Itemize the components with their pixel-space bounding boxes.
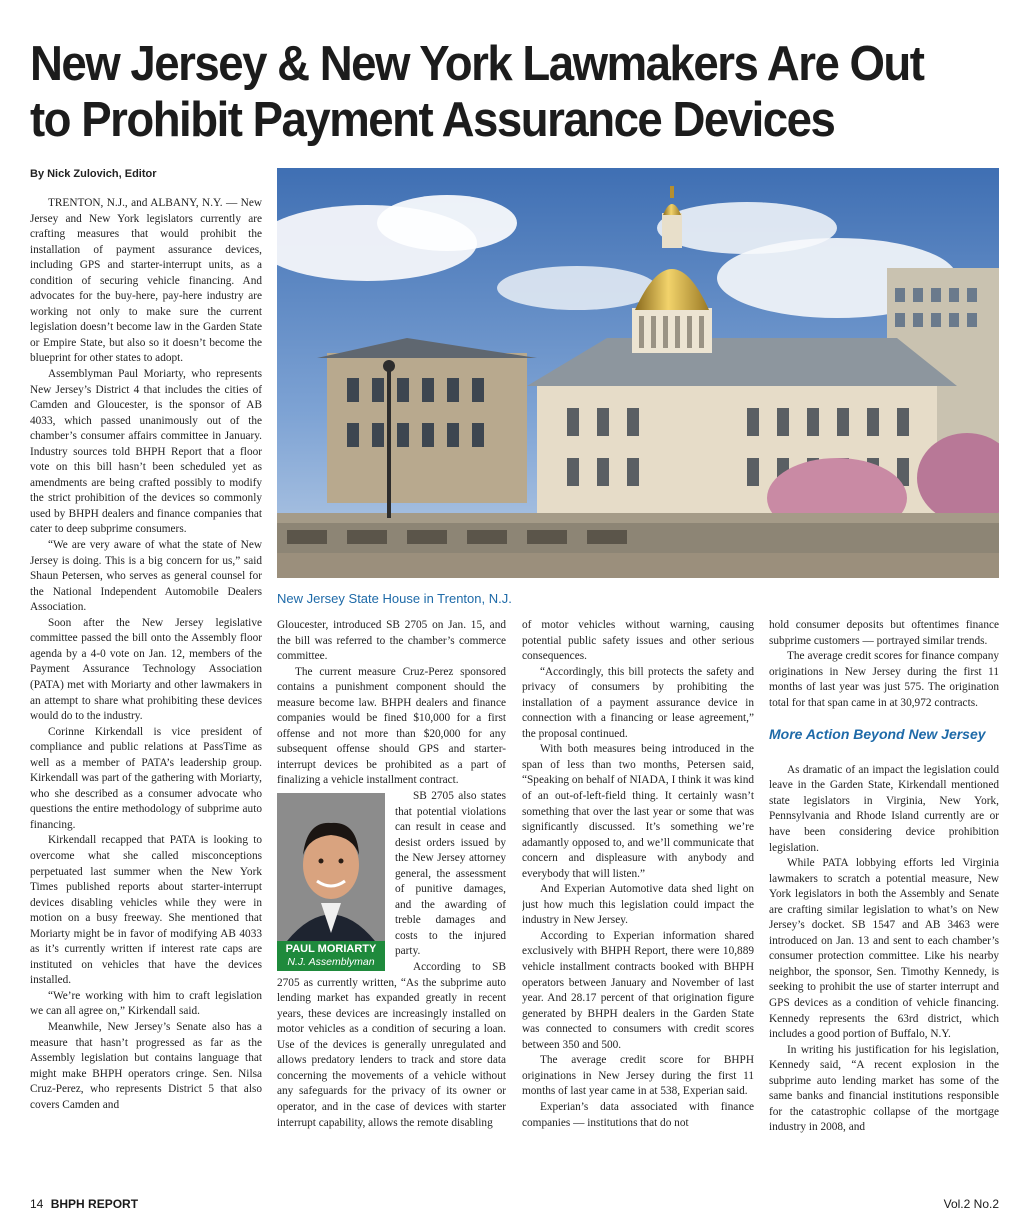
portrait-image xyxy=(277,793,385,941)
publication-name: BHPH REPORT xyxy=(50,1197,139,1211)
portrait-name: PAUL MORIARTY xyxy=(285,943,377,956)
paragraph: Experian’s data associated with finance companies — institutions that do not xyxy=(522,1100,754,1129)
paragraph: The average credit scores for finance company originations in New Jersey during the first 11 months of last year was just 575. The origination total for that span came in at 30,972 contracts. xyxy=(769,650,999,709)
paragraph: Soon after the New Jersey legislative committee passed the bill onto the Assembly floor agenda by a 4-0 vote on Jan. 12, members of the Payment Assurance Technology Association (PATA) met with Moriarty and other lawmakers in an attempt to share what prohibiting these devices would do to the industry. xyxy=(30,616,262,723)
state-house-illustration xyxy=(277,168,999,578)
article-column-4 xyxy=(769,618,999,1181)
paragraph: “Accordingly, this bill protects the safety and privacy of consumers by prohibiting the installation of a payment assurance device in connection with a financing or lease agreement,” the proposal continued. xyxy=(522,665,754,740)
paragraph: Assemblyman Paul Moriarty, who represents New Jersey’s District 4 that includes the cities of Camden and Gloucester, is the sponsor of AB 4033, which passed unanimously out of the chamber’s consumer affairs committee in January. Industry sources told BHPH Report that a floor vote on this bill hasn’t been scheduled yet as amendments are being crafted possibly to modify the strict prohibition of the devices so commonly used by BHPH dealers and finance companies that cater to deep subprime consumers. xyxy=(30,368,262,536)
paragraph: In writing his justification for his legislation, Kennedy said, “A recent explosion in the subprime auto lending market has some of the same banks and financial institutions responsible for the catastrophic collapse of the mortgage industry in 2008, and xyxy=(769,1043,999,1134)
paragraph: Corinne Kirkendall is vice president of compliance and public relations at PassTime as well as a member of PATA’s leadership group. Kirkendall was part of the gathering with Moriarty, who she described as a consumer advocate who questions the entire methodology of subprime auto financing. xyxy=(30,725,262,831)
article-column-2 xyxy=(277,618,506,1181)
footer-left xyxy=(30,1197,138,1211)
paragraph: “We are very aware of what the state of New Jersey is doing. This is a big concern for us,” said Shaun Petersen, who serves as general counsel for the National Independent Automobile Dealers Association. xyxy=(30,539,262,614)
paragraph: According to Experian information shared exclusively with BHPH Report, there were 10,889 vehicle installment contracts booked with BHPH operators between January and November of last year. And 28.17 percent of that origination figure generated by BHPH dealers in the Garden State was connected to consumers with credit scores between 350 and 500. xyxy=(522,929,754,1051)
paragraph: With both measures being introduced in the span of less than two months, Petersen said, “Speaking on behalf of NIADA, I think it was kind of an out-of-left-field thing. It certainly wasn’t something that over the last year or some that was significantly discussed. It’s something we’re adamantly opposed to, and we’ll communicate that concern and displeasure with anybody and everybody that will listen.” xyxy=(522,743,754,880)
page-number: 14 xyxy=(30,1197,44,1211)
paragraph: Kirkendall recapped that PATA is looking to overcome what she called misconceptions perpetuated last summer when the New York Times published reports about starter-interrupt devices disabling vehicles while they were in motion on a busy freeway. She mentioned that Moriarty might be in favor of modifying AB 4033 as it’s currently written if interest rate caps are instituted on vehicles that have the devices installed. xyxy=(30,834,262,987)
section-subhead: More Action Beyond New Jersey xyxy=(769,726,986,743)
paragraph: As dramatic of an impact the legislation could leave in the Garden State, Kirkendall mentioned state legislators in Virginia, New York, Pennsylvania and Rhode Island currently are or have been considering device prohibition legislation. xyxy=(769,763,999,854)
portrait-photo xyxy=(277,793,385,971)
paragraph: of motor vehicles without warning, causing potential public safety issues and other serious consequences. xyxy=(522,619,754,663)
state-house-photo xyxy=(277,168,999,578)
paragraph: According to SB 2705 as currently written, “As the subprime auto lending market has expanded greatly in recent years, these devices are increasingly installed on motor vehicles as a condition of securing a loan. Use of the devices is generally unregulated and allows predatory lenders to track and store data concerning the movements of a vehicle without any safeguards for the privacy of its owner or operator, and in the case of devices with starter interrupt capability, allows the remote disabling xyxy=(277,961,506,1129)
photo-caption: New Jersey State House in Trenton, N.J. xyxy=(277,591,512,606)
paragraph: Meanwhile, New Jersey’s Senate also has a measure that hasn’t progressed as far as the Assembly legislation but contains language that might make BHPH operators cringe. Sen. Nilsa Cruz-Perez, who represents District 5 that also covers Camden and xyxy=(30,1020,262,1111)
paragraph: SB 2705 also states that potential violations can result in cease and desist orders issued by the New Jersey attorney general, the assessment of punitive damages, and the awarding of treble damages and costs to the injured party. xyxy=(395,790,506,958)
paragraph: Gloucester, introduced SB 2705 on Jan. 15, and the bill was referred to the chamber’s commerce committee. xyxy=(277,619,506,663)
paragraph: And Experian Automotive data shed light on just how much this legislation could impact the industry in New Jersey. xyxy=(522,883,754,927)
article-column-3 xyxy=(522,618,754,1181)
issue-label: Vol.2 No.2 xyxy=(943,1197,999,1211)
headline: New Jersey & New York Lawmakers Are Out to Prohibit Payment Assurance Devices xyxy=(30,37,924,147)
portrait-role: N.J. Assemblyman xyxy=(287,956,375,969)
article-column-1 xyxy=(30,196,262,1181)
paragraph: hold consumer deposits but oftentimes finance subprime customers — portrayed similar trends. xyxy=(769,619,999,647)
paragraph: The average credit score for BHPH originations in New Jersey during the first 11 months of last year came in at 538, Experian said. xyxy=(522,1054,754,1098)
portrait-caption xyxy=(277,941,385,971)
paragraph: The current measure Cruz-Perez sponsored contains a punishment component should the measure become law. BHPH dealers and finance companies would be fined $10,000 for a first offense and not more than $20,000 for any subsequent offense should GPS and starter-interrupt devices be prohibited as a part of finalizing a vehicle installment contract. xyxy=(277,665,506,787)
byline: By Nick Zulovich, Editor xyxy=(30,168,157,180)
paragraph: TRENTON, N.J., and ALBANY, N.Y. — New Jersey and New York legislators currently are crafting measures that would prohibit the installation of payment assurance devices, including GPS and starter-interrupt units, as a condition of securing vehicle financing. And advocates for the buy-here, pay-here industry are working not only to make sure the current legislation doesn’t become law in the Garden State or Empire State, but also so it doesn’t become the blueprint for other states to adopt. xyxy=(30,197,262,365)
paragraph: “We’re working with him to craft legislation we can all agree on,” Kirkendall said. xyxy=(30,989,262,1018)
paragraph: While PATA lobbying efforts led Virginia lawmakers to scratch a potential measure, New York legislators in both the Assembly and Senate are crafting similar legislation to what’s on New Jersey’s docket. SB 1547 and AB 3463 were introduced on Jan. 13 and sent to each chamber’s consumer protection committee. Like his nearby neighbor, the sponsor, Sen. Timothy Kennedy, is seeking to prohibit the use of starter interrupt and GPS devices as a condition of vehicle financing. Kennedy represents the 63rd district, which includes a good portion of Buffalo, N.Y. xyxy=(769,857,999,1041)
